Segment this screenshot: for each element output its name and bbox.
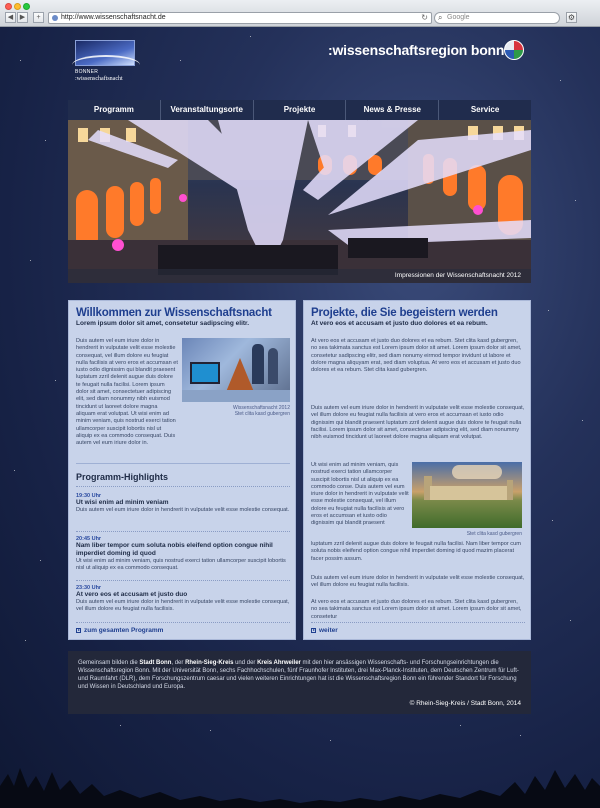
- logo-right-text: :wissenschaftsregion bonn: [328, 42, 505, 58]
- copyright: © Rhein-Sieg-Kreis / Stadt Bonn, 2014: [409, 700, 521, 707]
- logo-left-line1: BONNER: [75, 69, 99, 75]
- hero-image: [68, 120, 531, 283]
- highlights-title: Programm-Highlights: [76, 472, 169, 482]
- welcome-panel: [68, 300, 296, 640]
- footer-text-4: mit den hier ansässigen Wissenschafts- und Forschungseinrichtungen die Wissenschaftsregion Bonn. Mit der Universität Bonn, sechs Fachhochschulen, fünf Fraunhofer Instituten, drei Max-Planck-Instituten, dem Deutschen Zentrum für Luft- und Raumfahrt (DLR), dem Forschungszentrum caesar und vielen weiteren Einrichtungen hat ist die Wissenschaftsregion Bonn ein führender Standort für Forschung und Wissen in Deutschland und Europa.: [78, 660, 519, 690]
- dotted-divider: [76, 622, 290, 623]
- gear-icon: ⚙: [567, 13, 576, 22]
- globe-icon: [52, 15, 58, 21]
- highlight-time: 20:45 Uhr: [76, 536, 102, 542]
- search-field[interactable]: [434, 12, 560, 24]
- highlight-text: Ut wisi enim ad minim veniam, quis nostrud exerci tation ullamcorper suscipit lobortis nisl ut aliquip ex ea commodo consequat.: [76, 558, 286, 572]
- more-projects-link[interactable]: [311, 627, 338, 634]
- highlight-text: Duis autem vel eum iriure dolor in hendrerit in vulputate velit esse molestie consequat.: [76, 507, 290, 513]
- forward-arrow-icon: ▶: [19, 14, 26, 21]
- welcome-subtitle: Lorem ipsum dolor sit amet, consetetur sadipscing elitr.: [76, 320, 250, 327]
- settings-button[interactable]: [566, 12, 577, 23]
- lab-photo[interactable]: [182, 338, 290, 402]
- footer-link-rhein-sieg-kreis[interactable]: Rhein-Sieg-Kreis: [185, 660, 234, 666]
- projects-subtitle: At vero eos et accusam et justo duo dolores et ea rebum.: [311, 320, 488, 327]
- logo-left-line2: :wissenschaftsnacht: [75, 76, 123, 82]
- add-bookmark-button[interactable]: [33, 12, 44, 23]
- full-program-link[interactable]: [76, 627, 163, 634]
- arrow-right-icon: [76, 628, 81, 633]
- wissenschaftsnacht-logo[interactable]: [75, 40, 135, 85]
- footer-text-3: und der: [233, 660, 258, 666]
- browser-toolbar: [0, 0, 600, 27]
- dotted-divider: [76, 486, 290, 487]
- castle-photo[interactable]: [412, 462, 522, 528]
- footer-link-kreis-ahrweiler[interactable]: Kreis Ahrweiler: [257, 660, 301, 666]
- full-program-label: zum gesamten Programm: [84, 627, 164, 634]
- arrow-right-icon: [311, 628, 316, 633]
- projects-para4: Duis autem vel eum iriure dolor in hendrerit in vulputate velit esse molestie consequat, vel illum dolore eu feugiat nulla facilisis.: [311, 575, 525, 589]
- lab-photo-caption: [182, 405, 290, 417]
- welcome-title: Willkommen zur Wissenschaftsnacht: [76, 307, 272, 319]
- dotted-divider: [311, 622, 525, 623]
- tree-silhouette: [0, 746, 600, 808]
- search-placeholder: Google: [447, 14, 470, 21]
- projects-para2: Duis autem vel eum iriure dolor in hendrerit in vulputate velit esse molestie consequat, vel illum dolore eu feugiat nulla facilisis at vero eros et accumsan et iusto odio dignissim qui blandit praesent luptatum zzril delenit augue duis dolore te feugait nulla facilisi. Lorem ipsum dolor sit amet, consectetuer adipiscing elit, sed diam nonummy nibh euismod tincidunt ut laoreet dolore magna aliquam erat volutpat.: [311, 405, 525, 441]
- nav-item-veranstaltungsorte[interactable]: Veranstaltungsorte: [161, 100, 254, 120]
- minimize-window-button[interactable]: [14, 3, 21, 10]
- highlight-item[interactable]: [76, 493, 290, 514]
- forward-button[interactable]: [17, 12, 28, 23]
- footer: [68, 651, 531, 714]
- footer-text-1: Gemeinsam bilden die: [78, 660, 140, 666]
- projects-para3-rest: luptatum zzril delenit augue duis dolore te feugait nulla facilisi. Nam liber tempor cum soluta nobis eleifend option congue nihil imperdiet doming id quod mazim placerat facer possim assum.: [311, 541, 521, 562]
- highlight-title: Nam liber tempor cum soluta nobis eleifend option congue nihil imperdiet doming id quod: [76, 542, 273, 557]
- hero-photo: [68, 120, 531, 283]
- castle-photo-caption: Stet clita kasd gubergren: [466, 531, 522, 537]
- highlight-text: Duis autem vel eum iriure dolor in hendrerit in vulputate velit esse molestie consequat, vel illum dolore eu feugiat nulla facilisis.: [76, 599, 290, 613]
- search-icon: ⌕: [438, 13, 443, 22]
- region-disc-icon: [504, 40, 524, 60]
- footer-link-stadt-bonn[interactable]: Stadt Bonn: [139, 660, 172, 666]
- nav-item-programm[interactable]: Programm: [68, 100, 161, 120]
- dotted-divider: [76, 580, 290, 581]
- highlight-item[interactable]: [76, 536, 290, 573]
- zoom-window-button[interactable]: [23, 3, 30, 10]
- highlight-time: 19:30 Uhr: [76, 493, 102, 499]
- projects-para1: At vero eos et accusam et justo duo dolores et ea rebum. Stet clita kasd gubergren, no sea takimata sanctus est Lorem ipsum dolor sit amet. Lorem ipsum dolor sit amet, consetetur sadipscing elitr, sed diam nonumy eirmod tempor invidunt ut labore et dolore magna aliquyam erat, sed diam voluptua. At vero eos et accusam et justo duo dolores et ea rebum. Stet clita kasd gubergren.: [311, 338, 522, 374]
- main-navigation: [68, 100, 531, 120]
- back-button[interactable]: [5, 12, 16, 23]
- address-bar-url: http://www.wissenschaftsnacht.de: [61, 14, 166, 21]
- reload-icon[interactable]: ↻: [421, 13, 428, 22]
- lab-photo-caption-1: Wissenschaftsnacht 2012: [233, 405, 290, 411]
- divider: [76, 463, 290, 464]
- highlight-title: At vero eos et accusam et justo duo: [76, 591, 188, 598]
- highlight-title: Ut wisi enim ad minim veniam: [76, 499, 169, 506]
- projects-panel: [303, 300, 531, 640]
- projects-para3-column: Ut wisi enim ad minim veniam, quis nostrud exerci tation ullamcorper suscipit lobortis nisl ut aliquip ex ea commodo conse. Duis autem vel eum iriure dolor in hendrerit in vulputate velit esse molestie consequat, vel illum dolore eu feugiat nulla facilisis at vero eros et accumsan et iusto odio dignissim qui blandit praesent: [311, 462, 409, 527]
- lab-photo-caption-2: Stet clita kasd gubergren: [234, 411, 290, 417]
- plus-icon: +: [36, 14, 41, 21]
- footer-text-2: , der: [171, 660, 186, 666]
- footer-text: [78, 659, 521, 691]
- close-window-button[interactable]: [5, 3, 12, 10]
- projects-para5: At vero eos et accusam et justo duo dolores et ea rebum. Stet clita kasd gubergren, no sea takimata sanctus est Lorem ipsum dolor sit amet. Lorem ipsum dolor sit amet, consetetur: [311, 599, 522, 620]
- nav-item-news-presse[interactable]: News & Presse: [346, 100, 439, 120]
- welcome-body: Duis autem vel eum iriure dolor in hendrerit in vulputate velit esse molestie consequat, vel illum dolore eu feugiat nulla facilisis at vero eros et accumsan et iusto odio dignissim qui blandit praesent luptatum zzril delenit augue duis dolore te feugait nulla facilisi. Lorem ipsum dolor sit amet, consectetuer adipiscing elit, sed diam nonummy nibh euismod tincidunt ut laoreet dolore magna aliquam erat volutpat. Ut wisi enim ad minim veniam, quis nostrud exerci tation ullamcorper suscipit lobortis nisl ut aliquip ex ea commodo consequat. Duis autem vel eum iriure dolor in.: [76, 338, 178, 447]
- highlight-item[interactable]: [76, 585, 290, 614]
- projects-title: Projekte, die Sie begeistern werden: [311, 307, 498, 319]
- wissenschaftsregion-logo[interactable]: [328, 40, 524, 62]
- nav-item-service[interactable]: Service: [470, 105, 500, 114]
- nav-item-projekte[interactable]: Projekte: [254, 100, 347, 120]
- back-arrow-icon: ◀: [7, 14, 14, 21]
- dotted-divider: [76, 531, 290, 532]
- highlight-time: 23:30 Uhr: [76, 585, 102, 591]
- more-projects-label: weiter: [319, 627, 338, 634]
- hero-caption: Impressionen der Wissenschaftsnacht 2012: [68, 269, 531, 283]
- logo-sky-graphic: [75, 40, 135, 66]
- address-bar[interactable]: [48, 12, 432, 24]
